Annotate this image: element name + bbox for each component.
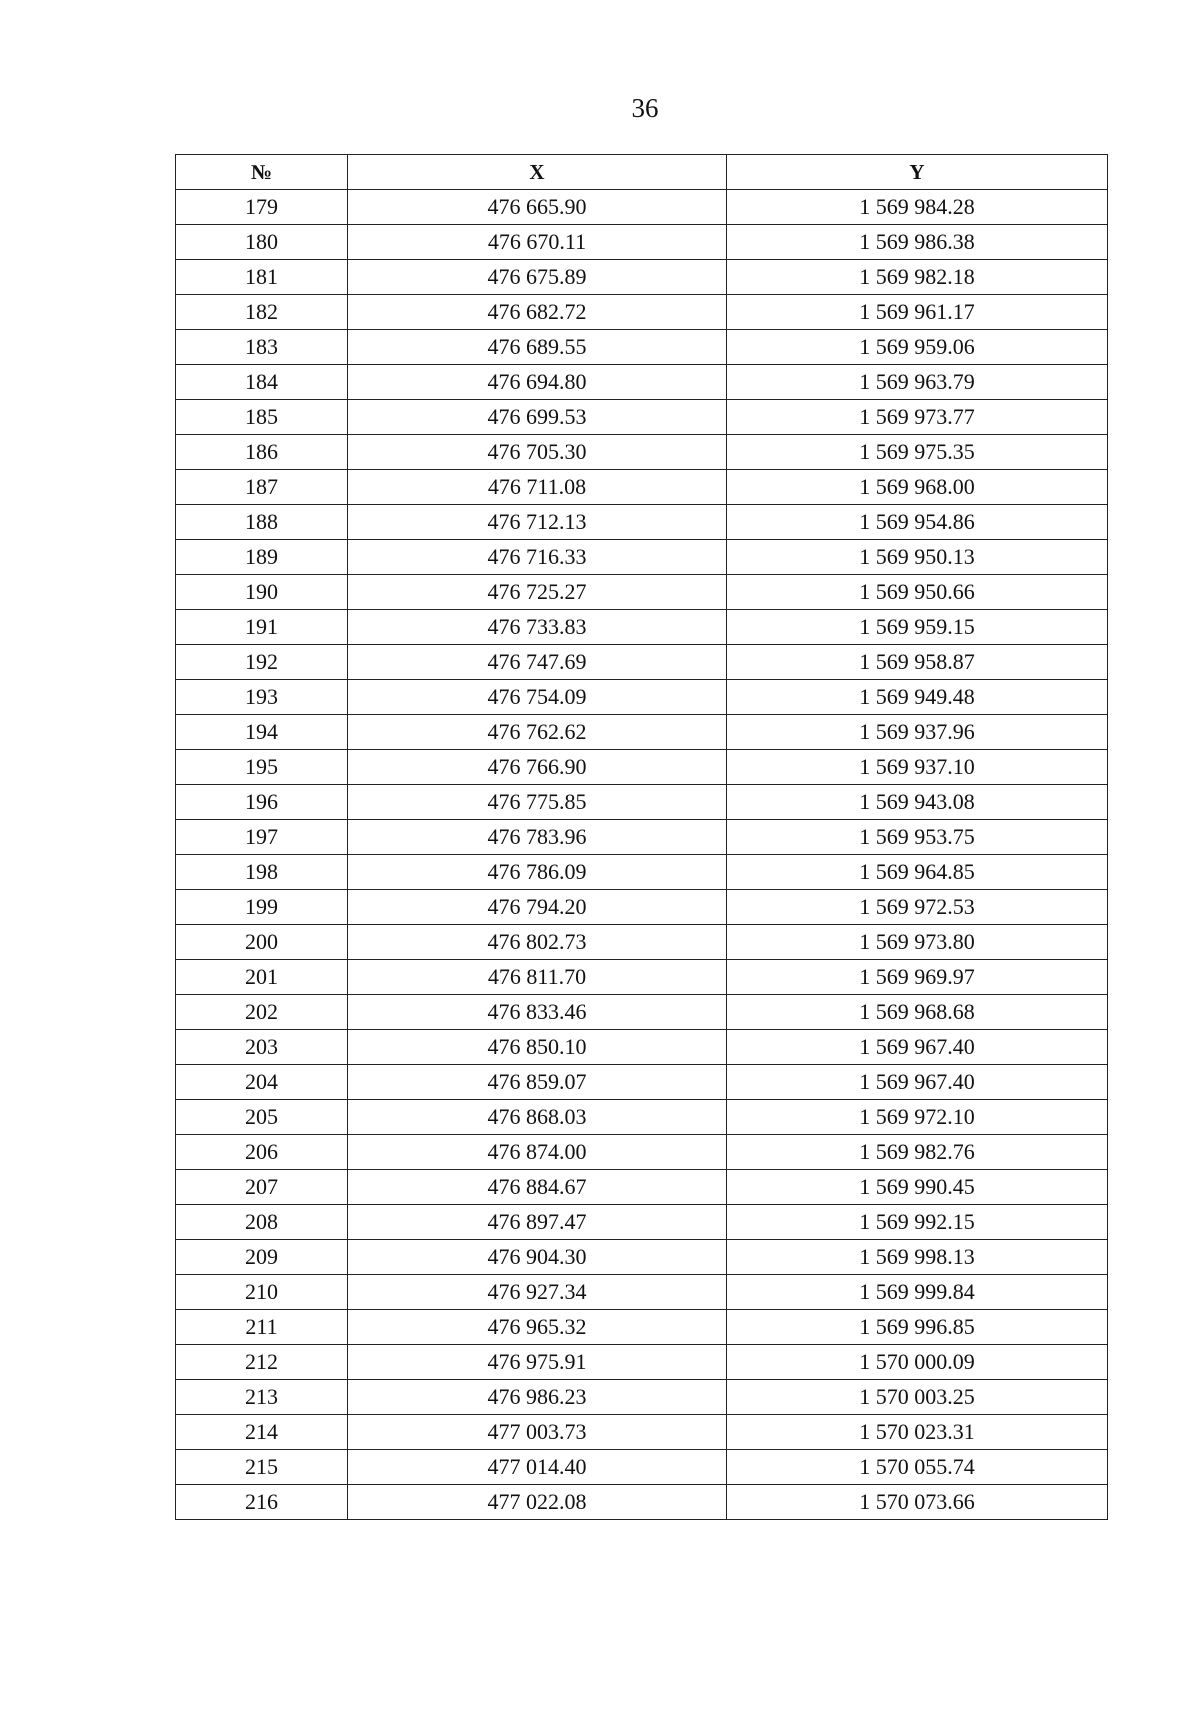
y-coordinate-cell: 1 570 023.31 [727,1415,1108,1450]
table-row [176,750,1108,785]
x-coordinate-cell: 476 783.96 [348,820,727,855]
table-row [176,925,1108,960]
point-number-cell: 184 [176,365,348,400]
y-coordinate-cell: 1 569 992.15 [727,1205,1108,1240]
table-body [176,190,1108,1520]
point-number-cell: 185 [176,400,348,435]
y-coordinate-cell: 1 570 003.25 [727,1380,1108,1415]
y-coordinate-cell: 1 570 000.09 [727,1345,1108,1380]
y-coordinate-cell: 1 569 967.40 [727,1030,1108,1065]
y-coordinate-cell: 1 569 959.06 [727,330,1108,365]
point-number-cell: 194 [176,715,348,750]
table-row [176,1345,1108,1380]
y-coordinate-cell: 1 569 964.85 [727,855,1108,890]
x-coordinate-cell: 476 794.20 [348,890,727,925]
table-row [176,365,1108,400]
table-row [176,540,1108,575]
point-number-cell: 179 [176,190,348,225]
x-coordinate-cell: 476 665.90 [348,190,727,225]
point-number-cell: 215 [176,1450,348,1485]
y-coordinate-cell: 1 569 967.40 [727,1065,1108,1100]
point-number-cell: 204 [176,1065,348,1100]
table-row [176,575,1108,610]
x-coordinate-cell: 476 711.08 [348,470,727,505]
table-row [176,400,1108,435]
coordinates-table [175,154,1108,1520]
point-number-cell: 186 [176,435,348,470]
x-coordinate-cell: 477 014.40 [348,1450,727,1485]
x-coordinate-cell: 476 754.09 [348,680,727,715]
y-coordinate-cell: 1 569 968.00 [727,470,1108,505]
y-coordinate-cell: 1 569 982.18 [727,260,1108,295]
x-coordinate-cell: 476 675.89 [348,260,727,295]
point-number-cell: 180 [176,225,348,260]
x-coordinate-cell: 476 868.03 [348,1100,727,1135]
table-row [176,645,1108,680]
column-header-x: X [348,155,727,190]
y-coordinate-cell: 1 570 055.74 [727,1450,1108,1485]
y-coordinate-cell: 1 569 972.10 [727,1100,1108,1135]
point-number-cell: 209 [176,1240,348,1275]
point-number-cell: 211 [176,1310,348,1345]
table-row [176,190,1108,225]
table-row [176,1450,1108,1485]
x-coordinate-cell: 476 850.10 [348,1030,727,1065]
x-coordinate-cell: 476 859.07 [348,1065,727,1100]
x-coordinate-cell: 476 927.34 [348,1275,727,1310]
x-coordinate-cell: 476 986.23 [348,1380,727,1415]
y-coordinate-cell: 1 569 968.68 [727,995,1108,1030]
y-coordinate-cell: 1 569 937.10 [727,750,1108,785]
x-coordinate-cell: 476 775.85 [348,785,727,820]
point-number-cell: 182 [176,295,348,330]
table-row [176,820,1108,855]
y-coordinate-cell: 1 569 969.97 [727,960,1108,995]
point-number-cell: 216 [176,1485,348,1520]
y-coordinate-cell: 1 569 998.13 [727,1240,1108,1275]
y-coordinate-cell: 1 569 963.79 [727,365,1108,400]
point-number-cell: 207 [176,1170,348,1205]
point-number-cell: 195 [176,750,348,785]
x-coordinate-cell: 476 965.32 [348,1310,727,1345]
y-coordinate-cell: 1 569 950.13 [727,540,1108,575]
point-number-cell: 193 [176,680,348,715]
point-number-cell: 206 [176,1135,348,1170]
x-coordinate-cell: 476 725.27 [348,575,727,610]
x-coordinate-cell: 476 786.09 [348,855,727,890]
y-coordinate-cell: 1 569 999.84 [727,1275,1108,1310]
x-coordinate-cell: 477 003.73 [348,1415,727,1450]
x-coordinate-cell: 476 670.11 [348,225,727,260]
table-row [176,330,1108,365]
table-row [176,680,1108,715]
y-coordinate-cell: 1 569 984.28 [727,190,1108,225]
y-coordinate-cell: 1 569 954.86 [727,505,1108,540]
point-number-cell: 201 [176,960,348,995]
table-row [176,1275,1108,1310]
y-coordinate-cell: 1 569 996.85 [727,1310,1108,1345]
y-coordinate-cell: 1 570 073.66 [727,1485,1108,1520]
point-number-cell: 199 [176,890,348,925]
column-header-y: Y [727,155,1108,190]
table-row [176,1100,1108,1135]
x-coordinate-cell: 476 833.46 [348,995,727,1030]
y-coordinate-cell: 1 569 953.75 [727,820,1108,855]
y-coordinate-cell: 1 569 986.38 [727,225,1108,260]
table-row [176,960,1108,995]
point-number-cell: 190 [176,575,348,610]
point-number-cell: 205 [176,1100,348,1135]
y-coordinate-cell: 1 569 973.80 [727,925,1108,960]
point-number-cell: 191 [176,610,348,645]
y-coordinate-cell: 1 569 961.17 [727,295,1108,330]
point-number-cell: 212 [176,1345,348,1380]
y-coordinate-cell: 1 569 937.96 [727,715,1108,750]
table-row [176,610,1108,645]
table-row [176,1170,1108,1205]
point-number-cell: 202 [176,995,348,1030]
table-row [176,785,1108,820]
point-number-cell: 196 [176,785,348,820]
x-coordinate-cell: 476 694.80 [348,365,727,400]
x-coordinate-cell: 476 762.62 [348,715,727,750]
y-coordinate-cell: 1 569 950.66 [727,575,1108,610]
x-coordinate-cell: 476 712.13 [348,505,727,540]
point-number-cell: 197 [176,820,348,855]
table-row [176,890,1108,925]
table-row [176,505,1108,540]
point-number-cell: 214 [176,1415,348,1450]
y-coordinate-cell: 1 569 975.35 [727,435,1108,470]
x-coordinate-cell: 477 022.08 [348,1485,727,1520]
table-row [176,1240,1108,1275]
table-row [176,225,1108,260]
x-coordinate-cell: 476 699.53 [348,400,727,435]
table-row [176,1065,1108,1100]
x-coordinate-cell: 476 904.30 [348,1240,727,1275]
x-coordinate-cell: 476 811.70 [348,960,727,995]
page-number: 36 [631,93,659,123]
x-coordinate-cell: 476 682.72 [348,295,727,330]
table-row [176,1205,1108,1240]
column-header-number: № [176,155,348,190]
point-number-cell: 198 [176,855,348,890]
x-coordinate-cell: 476 705.30 [348,435,727,470]
y-coordinate-cell: 1 569 990.45 [727,1170,1108,1205]
y-coordinate-cell: 1 569 943.08 [727,785,1108,820]
table-row [176,995,1108,1030]
table-row [176,295,1108,330]
y-coordinate-cell: 1 569 972.53 [727,890,1108,925]
y-coordinate-cell: 1 569 973.77 [727,400,1108,435]
point-number-cell: 203 [176,1030,348,1065]
point-number-cell: 213 [176,1380,348,1415]
table-row [176,260,1108,295]
table-row [176,470,1108,505]
table-row [176,1030,1108,1065]
x-coordinate-cell: 476 716.33 [348,540,727,575]
point-number-cell: 208 [176,1205,348,1240]
x-coordinate-cell: 476 874.00 [348,1135,727,1170]
point-number-cell: 188 [176,505,348,540]
x-coordinate-cell: 476 897.47 [348,1205,727,1240]
point-number-cell: 210 [176,1275,348,1310]
x-coordinate-cell: 476 975.91 [348,1345,727,1380]
point-number-cell: 200 [176,925,348,960]
header-row [176,155,1108,190]
y-coordinate-cell: 1 569 959.15 [727,610,1108,645]
x-coordinate-cell: 476 747.69 [348,645,727,680]
y-coordinate-cell: 1 569 958.87 [727,645,1108,680]
table-row [176,1485,1108,1520]
point-number-cell: 192 [176,645,348,680]
table-row [176,715,1108,750]
x-coordinate-cell: 476 733.83 [348,610,727,645]
point-number-cell: 183 [176,330,348,365]
point-number-cell: 187 [176,470,348,505]
table-row [176,1310,1108,1345]
y-coordinate-cell: 1 569 949.48 [727,680,1108,715]
table-row [176,855,1108,890]
x-coordinate-cell: 476 689.55 [348,330,727,365]
y-coordinate-cell: 1 569 982.76 [727,1135,1108,1170]
point-number-cell: 189 [176,540,348,575]
table-row [176,1380,1108,1415]
table-row [176,1135,1108,1170]
x-coordinate-cell: 476 802.73 [348,925,727,960]
table-header [176,155,1108,190]
x-coordinate-cell: 476 884.67 [348,1170,727,1205]
table-row [176,1415,1108,1450]
table-row [176,435,1108,470]
x-coordinate-cell: 476 766.90 [348,750,727,785]
point-number-cell: 181 [176,260,348,295]
